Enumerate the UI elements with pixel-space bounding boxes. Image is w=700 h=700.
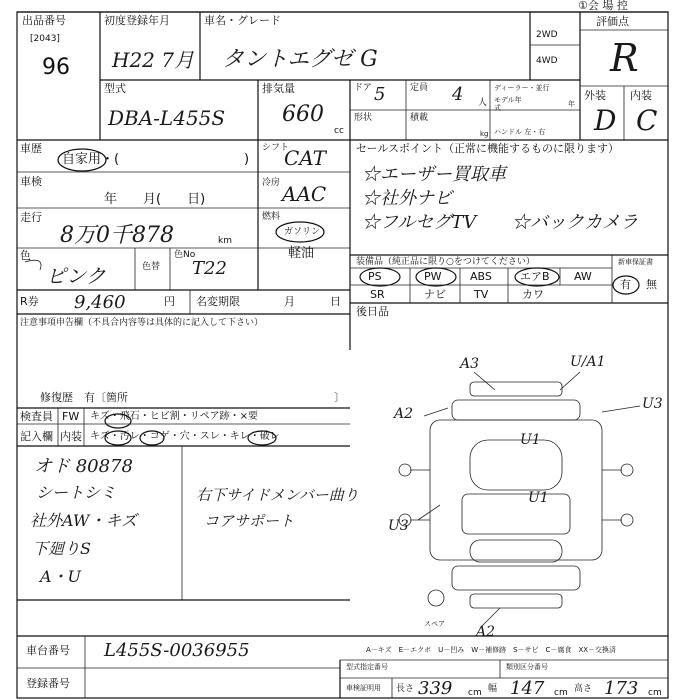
equip-sr: SR: [370, 288, 385, 301]
shape-label: 形状: [354, 113, 373, 123]
car-diagram: [399, 372, 640, 628]
type-spec-label: 型式指定番号: [346, 663, 388, 671]
recycle-value: 9,460: [74, 292, 126, 313]
drive-2wd: 2WD: [536, 30, 558, 40]
cert-label: 車検証明用: [346, 684, 381, 692]
diagram-mark-a2-left: A2: [394, 406, 414, 422]
equip-abs: ABS: [470, 270, 492, 283]
diagram-mark-u1-mid: U1: [528, 490, 549, 506]
drive-4wd: 4WD: [536, 56, 558, 66]
sales-line-1: ☆エーザー買取車: [362, 164, 506, 185]
ext-label: 外装: [584, 89, 606, 102]
grade-value: R: [610, 36, 639, 80]
cap-unit: 人: [478, 98, 488, 108]
grade-label: 評価点: [596, 15, 629, 28]
vin-label: 車台番号: [26, 644, 70, 657]
warranty-yes: 有: [620, 278, 631, 291]
recycle-label: R券: [20, 295, 39, 308]
handle-label: ハンドル 左・右: [494, 128, 546, 136]
mileage-unit: km: [218, 236, 232, 246]
cool-value: AAC: [282, 182, 327, 206]
history-value: 自家用・(: [62, 152, 120, 167]
equipment-label: 装備品（純正品に限り○をつけてください）: [356, 257, 535, 267]
inspector-fw: FW: [62, 410, 80, 423]
first-reg-label: 初度登録年月: [104, 14, 170, 27]
diagram-mark-u1-top: U1: [520, 432, 541, 448]
hand-note-1: オド 80878: [34, 456, 133, 477]
height-value: 173: [604, 678, 639, 699]
inspect-value: 年 月( 日): [104, 192, 206, 207]
door-value: 5: [374, 84, 386, 105]
vin-value: L455S-0036955: [104, 640, 250, 661]
width-unit: cm: [554, 688, 568, 698]
name-label: 車名・グレード: [204, 14, 281, 27]
equip-tv: TV: [474, 288, 489, 301]
int-label: 内装: [630, 89, 652, 102]
name-change-month: 月: [284, 295, 295, 308]
inspector-line-1: キズ・飛石・ヒビ割・リペア跡・×要: [90, 411, 258, 422]
hand-note-2: シートシミ: [36, 483, 117, 502]
sales-line-2: ☆社外ナビ: [362, 188, 452, 209]
cap-label: 定員: [410, 83, 429, 93]
name-value: タントエグゼ G: [222, 47, 378, 72]
height-label: 高さ: [574, 684, 593, 694]
warranty-label: 新車保証書: [618, 258, 653, 266]
inspector-line-2: キズ・汚レ・コゲ・穴・スレ・キレ・破レ: [90, 431, 280, 442]
hand-note-4: 下廻りS: [32, 539, 91, 558]
spare-label: スペア: [424, 620, 445, 628]
hand-note-right-1: 右下サイドメンバー曲り: [196, 486, 359, 504]
inspector-label-1: 検査員: [20, 410, 53, 423]
history-label: 車歴: [20, 142, 42, 155]
diagram-legend: A－キズ E－エクボ U－凹み W－補修跡 S－サビ C－腐食 XX－交換済: [366, 646, 617, 654]
shift-value: CAT: [284, 146, 326, 170]
warranty-no: 無: [646, 278, 657, 291]
width-label: 幅: [488, 684, 498, 694]
fuel-diesel: 軽油: [288, 246, 315, 261]
equip-pw: PW: [424, 270, 442, 283]
name-change-day: 日: [330, 295, 341, 308]
equip-airbag: エアB: [520, 270, 550, 283]
reg-label: 登録番号: [26, 677, 70, 690]
disp-label: 排気量: [262, 82, 295, 95]
sales-line-3: ☆フルセグTV: [362, 212, 477, 233]
lot-number: 96: [42, 55, 70, 80]
disp-unit: cc: [334, 126, 344, 136]
diagram-mark-u3-left: U3: [388, 518, 409, 534]
lot-label: 出品番号: [22, 14, 66, 27]
diagram-mark-a2-bottom: A2: [476, 624, 496, 640]
cap-value: 4: [452, 84, 464, 105]
fuel-gas: ガソリン: [284, 227, 321, 237]
model-value: DBA-L455S: [108, 106, 226, 130]
width-value: 147: [510, 678, 545, 699]
model-label: 型式: [104, 82, 126, 95]
diagram-mark-a3: A3: [460, 356, 480, 372]
class-label: 類別区分番号: [506, 663, 548, 671]
equip-ps: PS: [368, 270, 382, 283]
repair-label: 修復歴 有〔箇所: [40, 391, 128, 404]
disp-value: 660: [282, 102, 324, 127]
color-label: 色: [20, 249, 31, 262]
hand-note-right-2: コアサポート: [204, 512, 295, 530]
equip-leather: カワ: [522, 288, 544, 301]
equip-aw: AW: [574, 270, 592, 283]
inspect-label: 車検: [20, 175, 42, 188]
shift-label: シフト: [262, 143, 290, 153]
color-value: ピンク: [46, 264, 106, 288]
fuel-label: 燃料: [262, 212, 281, 222]
inspector-interior: 内装: [60, 430, 82, 443]
lot-code: [2043]: [30, 34, 60, 44]
after-label: 後日品: [356, 305, 389, 318]
sales-label: セールスポイント（正常に機能するものに限ります）: [356, 142, 620, 155]
inspector-label-2: 記入欄: [20, 430, 53, 443]
cool-label: 冷房: [262, 178, 281, 188]
model-year-label: モデル年式: [494, 96, 522, 112]
dealer-label: ディーラー・並行: [494, 84, 550, 92]
hand-note-3: 社外AW・キズ: [30, 511, 138, 530]
color-change-label: 色替: [142, 262, 161, 272]
hand-note-5: A・U: [40, 567, 82, 586]
diagram-mark-u3-right: U3: [642, 396, 663, 412]
length-unit: cm: [468, 688, 482, 698]
top-copy-label: ①会 場 控: [578, 0, 628, 12]
history-close: ): [244, 152, 250, 167]
repair-close: 〕: [334, 391, 345, 404]
notes-label: 注意事項申告欄（不具合内容等は具体的に記入して下さい）: [20, 318, 264, 328]
first-reg-value: H22 7月: [112, 48, 194, 72]
mileage-label: 走行: [20, 211, 42, 224]
load-unit: kg: [480, 130, 489, 138]
height-unit: cm: [648, 688, 662, 698]
length-value: 339: [418, 678, 453, 699]
door-label: ドア: [354, 83, 372, 93]
load-label: 積載: [410, 113, 429, 123]
equip-navi: ナビ: [424, 288, 446, 301]
int-value: C: [636, 104, 658, 137]
diagram-mark-ua1: U/A1: [570, 354, 606, 370]
recycle-unit: 円: [164, 295, 175, 308]
length-label: 長さ: [396, 684, 415, 694]
ext-value: D: [594, 104, 617, 137]
sales-line-4: ☆バックカメラ: [512, 212, 638, 233]
year-unit: 年: [568, 100, 575, 108]
name-change-label: 名変期限: [196, 295, 240, 308]
mileage-value: 8万0千878: [60, 223, 174, 248]
color-code-value: T22: [192, 258, 227, 279]
color-code-label: 色No: [174, 250, 196, 260]
